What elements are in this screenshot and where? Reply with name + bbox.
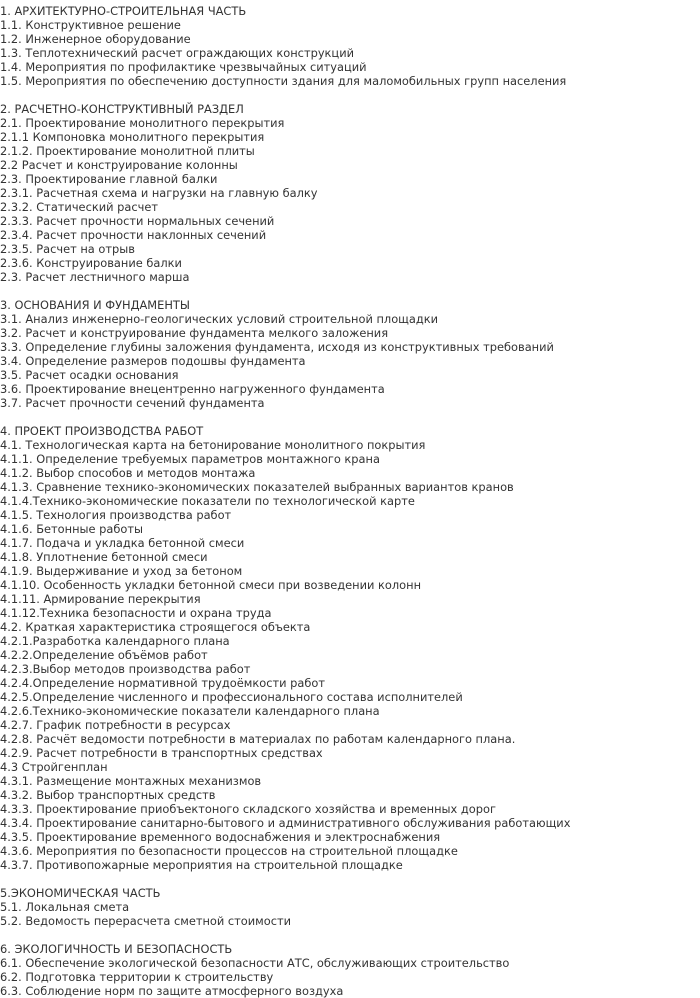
toc-item: 4.2.6.Технико-экономические показатели календарного плана [0,704,380,718]
toc-item: 3.3. Определение глубины заложения фундамента, исходя из конструктивных требований [0,340,554,354]
toc-item: 4.2.2.Определение объёмов работ [0,648,208,662]
toc-item: 4.2.4.Определение нормативной трудоёмкости работ [0,676,325,690]
section-title: 1. АРХИТЕКТУРНО-СТРОИТЕЛЬНАЯ ЧАСТЬ [0,4,247,18]
toc-item: 1.1. Конструктивное решение [0,18,181,32]
section-title: 6. ЭКОЛОГИЧНОСТЬ И БЕЗОПАСНОСТЬ [0,942,233,956]
toc-item: 1.3. Теплотехнический расчет ограждающих конструкций [0,46,354,60]
toc-item: 4.2.1.Разработка календарного плана [0,634,230,648]
toc-item: 4.1.12.Техника безопасности и охрана труда [0,606,272,620]
toc-item: 6.1. Обеспечение экологической безопасности АТС, обслуживающих строительство [0,956,510,970]
toc-item: 4.1.3. Сравнение технико-экономических показателей выбранных вариантов кранов [0,480,514,494]
toc-item: 4.3.6. Мероприятия по безопасности процессов на строительной площадке [0,844,458,858]
section-spacer [0,284,700,298]
toc-item: 4.1.8. Уплотнение бетонной смеси [0,550,208,564]
toc-item: 4.1.4.Технико-экономические показатели по технологической карте [0,494,415,508]
table-of-contents [0,4,700,998]
toc-item: 2.1. Проектирование монолитного перекрытия [0,116,285,130]
toc-item: 4.3.5. Проектирование временного водоснабжения и электроснабжения [0,830,441,844]
toc-item: 2.3.5. Расчет на отрыв [0,242,135,256]
section-spacer [0,88,700,102]
toc-item: 4.2.7. График потребности в ресурсах [0,718,231,732]
toc-item: 4.1.1. Определение требуемых параметров монтажного крана [0,452,380,466]
toc-item: 5.2. Ведомость перерасчета сметной стоимости [0,914,292,928]
toc-item: 4.3.7. Противопожарные мероприятия на строительной площадке [0,858,403,872]
section-title: 5.ЭКОНОМИЧЕСКАЯ ЧАСТЬ [0,886,161,900]
toc-item: 3.6. Проектирование внецентренно нагруженного фундамента [0,382,385,396]
toc-item: 3.2. Расчет и конструирование фундамента мелкого заложения [0,326,389,340]
toc-item: 2.3. Расчет лестничного марша [0,270,190,284]
toc-item: 4.3 Стройгенплан [0,760,108,774]
toc-item: 4.1.7. Подача и укладка бетонной смеси [0,536,245,550]
toc-item: 4.3.3. Проектирование приобъектоного складского хозяйства и временных дорог [0,802,496,816]
section-title: 3. ОСНОВАНИЯ И ФУНДАМЕНТЫ [0,298,190,312]
toc-item: 4.1.9. Выдерживание и уход за бетоном [0,564,243,578]
toc-item: 2.1.2. Проектирование монолитной плиты [0,144,255,158]
toc-item: 4.2.3.Выбор методов производства работ [0,662,251,676]
toc-item: 2.3.4. Расчет прочности наклонных сечений [0,228,267,242]
section-spacer [0,928,700,942]
toc-item: 2.2 Расчет и конструирование колонны [0,158,238,172]
toc-item: 2.3. Проектирование главной балки [0,172,218,186]
toc-item: 4.1.2. Выбор способов и методов монтажа [0,466,256,480]
toc-item: 6.3. Соблюдение норм по защите атмосферного воздуха [0,984,344,998]
toc-item: 4.3.2. Выбор транспортных средств [0,788,216,802]
toc-item: 2.3.1. Расчетная схема и нагрузки на главную балку [0,186,318,200]
toc-item: 4.1. Технологическая карта на бетонирование монолитного покрытия [0,438,426,452]
toc-item: 4.1.10. Особенность укладки бетонной смеси при возведении колонн [0,578,422,592]
toc-item: 3.1. Анализ инженерно-геологических условий строительной площадки [0,312,439,326]
toc-item: 4.1.6. Бетонные работы [0,522,144,536]
toc-item: 4.2.5.Определение численного и профессионального состава исполнителей [0,690,463,704]
section-spacer [0,872,700,886]
toc-item: 5.1. Локальная смета [0,900,130,914]
toc-item: 4.3.4. Проектирование санитарно-бытового и административного обслуживания работающих [0,816,571,830]
toc-item: 1.2. Инженерное оборудование [0,32,191,46]
toc-item: 2.3.6. Конструирование балки [0,256,182,270]
section-title: 2. РАСЧЕТНО-КОНСТРУКТИВНЫЙ РАЗДЕЛ [0,102,244,116]
toc-item: 4.2.8. Расчёт ведомости потребности в материалах по работам календарного плана. [0,732,516,746]
toc-item: 2.3.3. Расчет прочности нормальных сечений [0,214,275,228]
toc-item: 6.2. Подготовка территории к строительству [0,970,274,984]
toc-item: 4.1.11. Армирование перекрытия [0,592,201,606]
section-title: 4. ПРОЕКТ ПРОИЗВОДСТВА РАБОТ [0,424,204,438]
section-spacer [0,410,700,424]
toc-item: 4.2. Краткая характеристика строящегося объекта [0,620,311,634]
toc-item: 4.3.1. Размещение монтажных механизмов [0,774,262,788]
toc-item: 2.1.1 Компоновка монолитного перекрытия [0,130,265,144]
toc-item: 1.5. Мероприятия по обеспечению доступности здания для маломобильных групп населения [0,74,567,88]
toc-item: 2.3.2. Статический расчет [0,200,158,214]
toc-item: 4.2.9. Расчет потребности в транспортных средствах [0,746,323,760]
toc-item: 4.1.5. Технология производства работ [0,508,232,522]
toc-item: 3.4. Определение размеров подошвы фундамента [0,354,306,368]
toc-item: 3.5. Расчет осадки основания [0,368,179,382]
toc-item: 1.4. Мероприятия по профилактике чрезвычайных ситуаций [0,60,367,74]
toc-item: 3.7. Расчет прочности сечений фундамента [0,396,265,410]
